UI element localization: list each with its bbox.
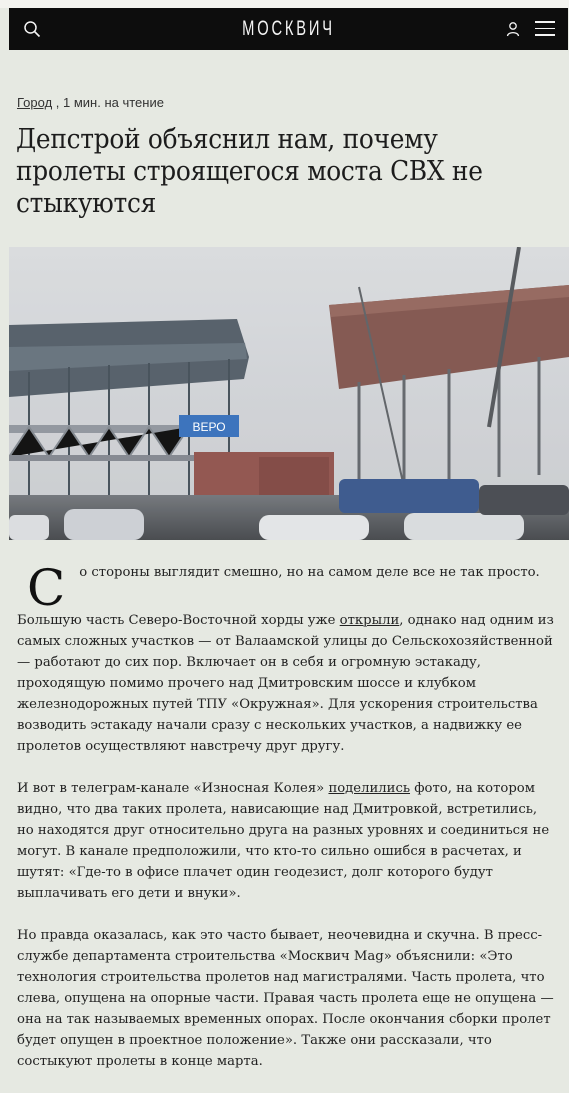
paragraph-4: Но правда оказалась, как это часто бывает, неочевидна и скучна. В пресс-службе департамента строительства «Москвич Mag» объяснили: «Это технология строительства пролетов над магистралями. Часть пролета, что слева, опущена на опорные части. Правая часть пролета еще не опущена — она на так называемых временных опорах. После окончания сборки пролет будет опущен в проектное положение». Также они рассказали, что состыкуют пролеты в конце марта. <box>17 928 554 1069</box>
site-logo[interactable]: МОСКВИЧ <box>242 17 335 40</box>
user-icon[interactable] <box>505 21 521 37</box>
paragraph-text: фото, на котором видно, что два таких пролета, нависающие над Дмитровкой, встретились, но находятся друг относительно друга на разных уровнях и соединиться не могут. В канале предположили, что кто-то сильно ошибся в расчетах, и шутят: «Где-то в офисе плачет один геодезист, долг которого будут выплачивать его дети и внуки». <box>17 781 550 901</box>
lead-paragraph <box>17 559 557 617</box>
article-meta <box>17 95 164 110</box>
article-title: Депстрой объяснил нам, почему пролеты строящегося моста СВХ не стыкуются <box>16 124 483 219</box>
link-shared[interactable]: поделились <box>328 781 411 796</box>
top-strip <box>0 0 569 8</box>
dropcap: С <box>27 559 66 617</box>
photo-sign-text: ВЕРО <box>192 420 226 434</box>
paragraph-2 <box>17 610 557 757</box>
menu-icon[interactable] <box>535 21 555 38</box>
paragraph-text: Большую часть Северо-Восточной хорды уже <box>17 613 340 628</box>
paragraph-text: И вот в телеграм-канале «Износная Колея» <box>17 781 329 796</box>
article-photo <box>9 247 569 540</box>
link-opened[interactable]: открыли <box>339 613 400 628</box>
lead-text: о стороны выглядит смешно, но на самом деле все не так просто. <box>79 565 540 580</box>
site-header <box>9 8 568 50</box>
paragraph-3 <box>17 778 557 904</box>
article-body <box>17 559 557 1093</box>
read-time: 1 мин. на чтение <box>63 95 164 110</box>
paragraph-text: , однако над одним из самых сложных участков — от Валаамской улицы до Сельскохозяйственной — работают до сих пор. Включает он в себя и огромную эстакаду, проходящую помимо прочего над Дмитровским шоссе и клубком железнодорожных путей ТПУ «Окружная». Для ускорения строительства возводить эстакаду начали сразу с нескольких участков, а надвижку ее пролетов осуществляют навстречу друг другу. <box>17 613 554 754</box>
search-icon[interactable] <box>23 20 41 38</box>
meta-separator: , <box>52 95 64 110</box>
category-link[interactable]: Город <box>17 95 53 110</box>
